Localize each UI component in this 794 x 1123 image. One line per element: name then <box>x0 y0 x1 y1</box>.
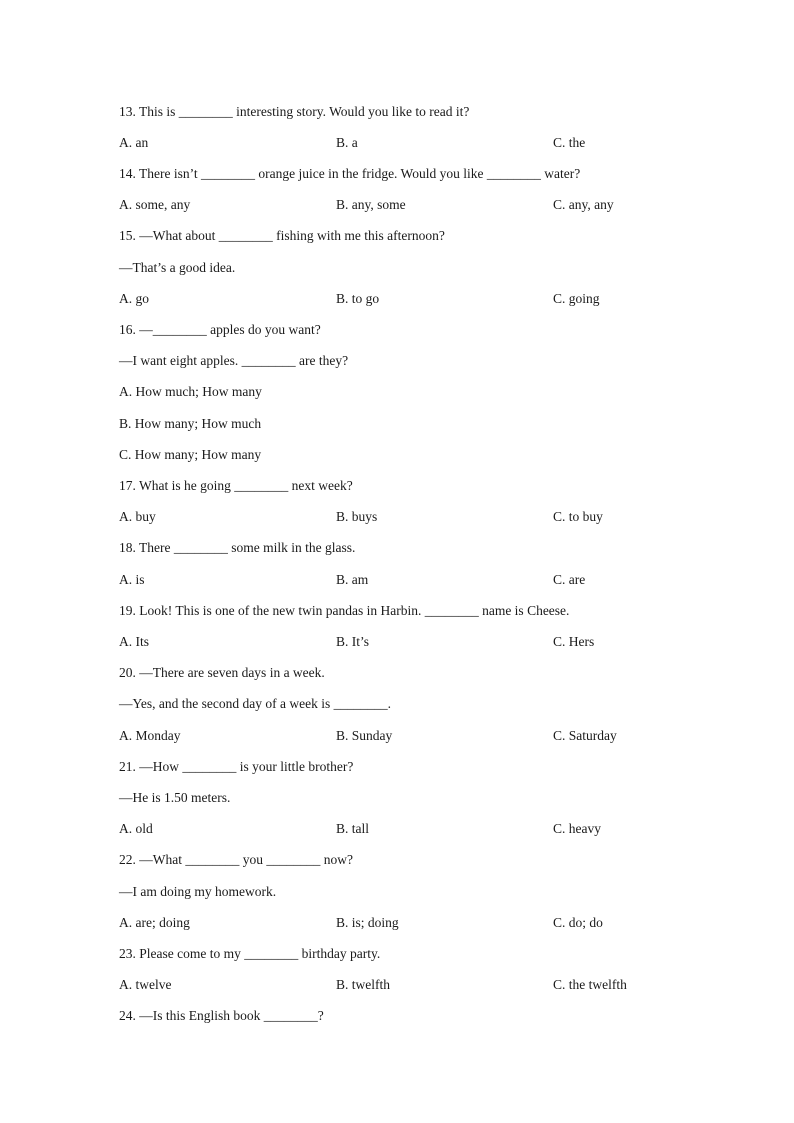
question-15-text: 15. —What about ________ fishing with me this afternoon? <box>119 228 445 243</box>
question-17-option-b: B. buys <box>336 509 378 524</box>
question-15-option-a: A. go <box>119 291 149 306</box>
question-16-option-a: A. How much; How many <box>119 384 262 399</box>
question-22-option-c: C. do; do <box>553 915 603 930</box>
question-14-text: 14. There isn’t ________ orange juice in the fridge. Would you like ________ water? <box>119 166 581 181</box>
question-18-option-a: A. is <box>119 572 145 587</box>
question-20-reply: —Yes, and the second day of a week is ________. <box>119 696 391 711</box>
question-20-text: 20. —There are seven days in a week. <box>119 665 325 680</box>
question-17-option-c: C. to buy <box>553 509 603 524</box>
question-16-option-c: C. How many; How many <box>119 447 262 462</box>
question-14-option-a: A. some, any <box>119 197 191 212</box>
question-19-text: 19. Look! This is one of the new twin pandas in Harbin. ________ name is Cheese. <box>119 603 570 618</box>
question-13-text: 13. This is ________ interesting story. Would you like to read it? <box>119 104 470 119</box>
question-16-option-b: B. How many; How much <box>119 416 262 431</box>
question-23-text: 23. Please come to my ________ birthday party. <box>119 946 381 961</box>
question-19-option-c: C. Hers <box>553 634 595 649</box>
question-21-text: 21. —How ________ is your little brother? <box>119 759 354 774</box>
question-13-option-a: A. an <box>119 135 149 150</box>
question-14-option-c: C. any, any <box>553 197 614 212</box>
question-15-option-c: C. going <box>553 291 600 306</box>
question-21-option-c: C. heavy <box>553 821 601 836</box>
question-24-text: 24. —Is this English book ________? <box>119 1008 324 1023</box>
question-23-option-b: B. twelfth <box>336 977 390 992</box>
question-19-option-b: B. It’s <box>336 634 370 649</box>
question-21-option-a: A. old <box>119 821 153 836</box>
question-23-option-c: C. the twelfth <box>553 977 627 992</box>
question-15-reply: —That’s a good idea. <box>119 260 236 275</box>
question-19-option-a: A. Its <box>119 634 149 649</box>
question-13-option-c: C. the <box>553 135 586 150</box>
question-16-reply: —I want eight apples. ________ are they? <box>119 353 349 368</box>
question-20-option-b: B. Sunday <box>336 728 393 743</box>
question-20-option-a: A. Monday <box>119 728 181 743</box>
question-18-option-c: C. are <box>553 572 586 587</box>
question-13-option-b: B. a <box>336 135 358 150</box>
question-22-reply: —I am doing my homework. <box>119 884 277 899</box>
question-14-option-b: B. any, some <box>336 197 406 212</box>
question-23-option-a: A. twelve <box>119 977 172 992</box>
question-16-text: 16. —________ apples do you want? <box>119 322 321 337</box>
question-21-reply: —He is 1.50 meters. <box>119 790 231 805</box>
question-17-option-a: A. buy <box>119 509 156 524</box>
question-18-text: 18. There ________ some milk in the glass. <box>119 540 356 555</box>
question-18-option-b: B. am <box>336 572 369 587</box>
question-15-option-b: B. to go <box>336 291 380 306</box>
question-17-text: 17. What is he going ________ next week? <box>119 478 353 493</box>
question-22-option-a: A. are; doing <box>119 915 190 930</box>
question-20-option-c: C. Saturday <box>553 728 617 743</box>
question-22-option-b: B. is; doing <box>336 915 399 930</box>
question-21-option-b: B. tall <box>336 821 369 836</box>
question-22-text: 22. —What ________ you ________ now? <box>119 852 353 867</box>
